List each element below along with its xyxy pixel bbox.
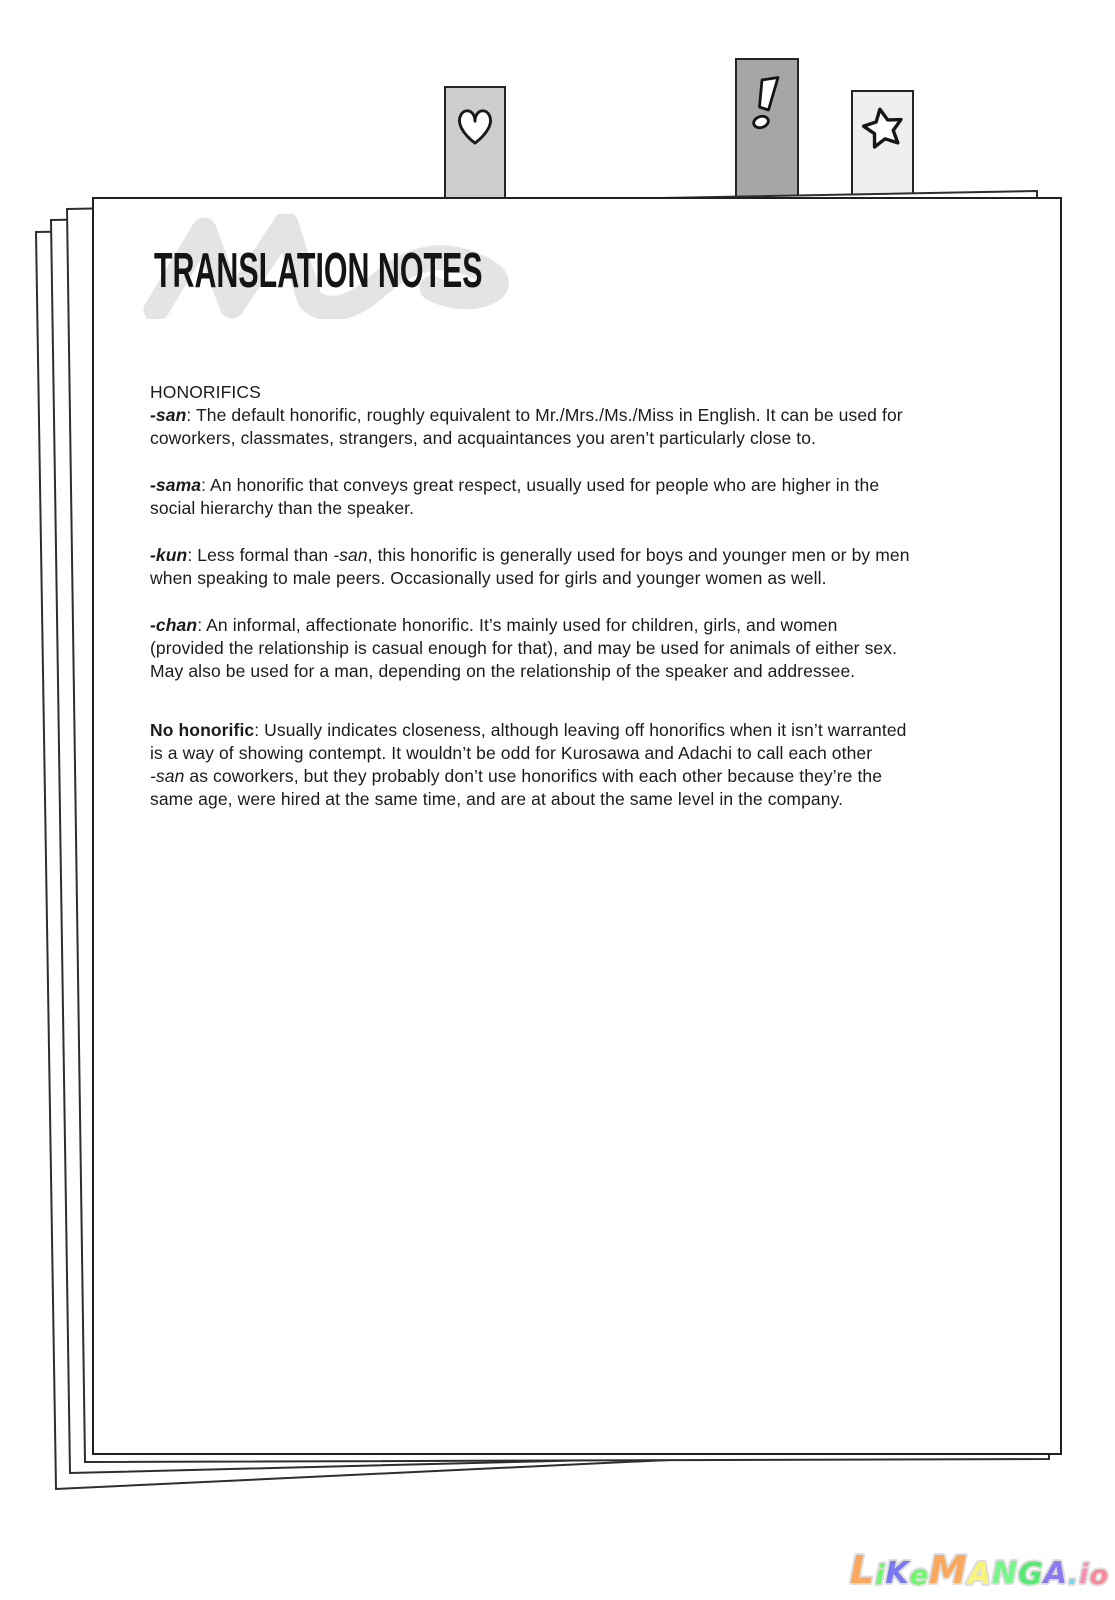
text-run: HONORIFICS [150,382,261,402]
text-line [150,660,1010,683]
watermark-letter: A [1043,1556,1068,1591]
text-run: as coworkers, but they probably don’t use honorifics with each other because they’re the [184,766,883,786]
text-line [150,497,1010,520]
paragraph [150,474,1010,520]
text-run: No honorific [150,720,255,740]
text-line [150,567,1010,590]
main-page [92,197,1062,1455]
text-run: : The default honorific, roughly equivalent to Mr./Mrs./Ms./Miss in English. It can be used for [186,405,903,425]
text-line [150,788,1010,811]
text-run: (provided the relationship is casual enough for that), and may be used for animals of either sex. [150,638,898,658]
text-run: -san [150,405,187,425]
watermark-letter: . [1067,1560,1080,1591]
text-line [150,404,1010,427]
text-line [150,544,1010,567]
paragraph [150,544,1010,590]
paragraph [150,381,1010,404]
text-line [150,474,1010,497]
text-run: May also be used for a man, depending on the relationship of the speaker and addressee. [150,661,856,681]
watermark-letter: e [909,1560,929,1591]
paragraph [150,404,1010,450]
notes-content [150,381,1010,835]
text-line [150,765,1010,788]
text-run: -san [333,545,368,565]
text-run: -sama [150,475,202,495]
text-line [150,427,1010,450]
text-line [150,637,1010,660]
watermark-letter: N [991,1556,1019,1591]
text-run: : An honorific that conveys great respect, usually used for people who are higher in the [201,475,880,495]
text-line [150,614,1010,637]
text-run: is a way of showing contempt. It wouldn’t be odd for Kurosawa and Adachi to call each other [150,743,873,763]
text-line [150,381,1010,404]
watermark-letter: o [1089,1560,1109,1591]
watermark-letter: K [885,1556,910,1591]
text-run: coworkers, classmates, strangers, and acquaintances you aren’t particularly close to. [150,428,817,448]
text-run: social hierarchy than the speaker. [150,498,415,518]
text-line [150,742,1010,765]
watermark-letter: G [1018,1557,1044,1592]
watermark-letter: A [967,1557,992,1592]
text-run: -san [150,766,185,786]
watermark-letter: M [928,1548,968,1592]
text-run: : An informal, affectionate honorific. It’s mainly used for children, girls, and women [197,615,838,635]
watermark-letter: i [875,1560,886,1591]
text-run: same age, were hired at the same time, and are at about the same level in the company. [150,789,844,809]
page-title: TRANSLATION NOTES [154,244,483,298]
text-run: : Less formal than [187,545,334,565]
text-run: -kun [150,545,188,565]
text-line [150,719,1010,742]
watermark-letter: i [1079,1559,1090,1590]
text-run: : Usually indicates closeness, although leaving off honorifics when it isn’t warranted [254,720,907,740]
text-run: -chan [150,615,198,635]
text-run: , this honorific is generally used for boys and younger men or by men [367,545,910,565]
paragraph [150,614,1010,683]
watermark-letter: L [849,1548,876,1592]
paragraph [150,719,1010,811]
watermark-likemanga [850,1548,1109,1592]
text-run: when speaking to male peers. Occasionally used for girls and younger women as well. [150,568,827,588]
